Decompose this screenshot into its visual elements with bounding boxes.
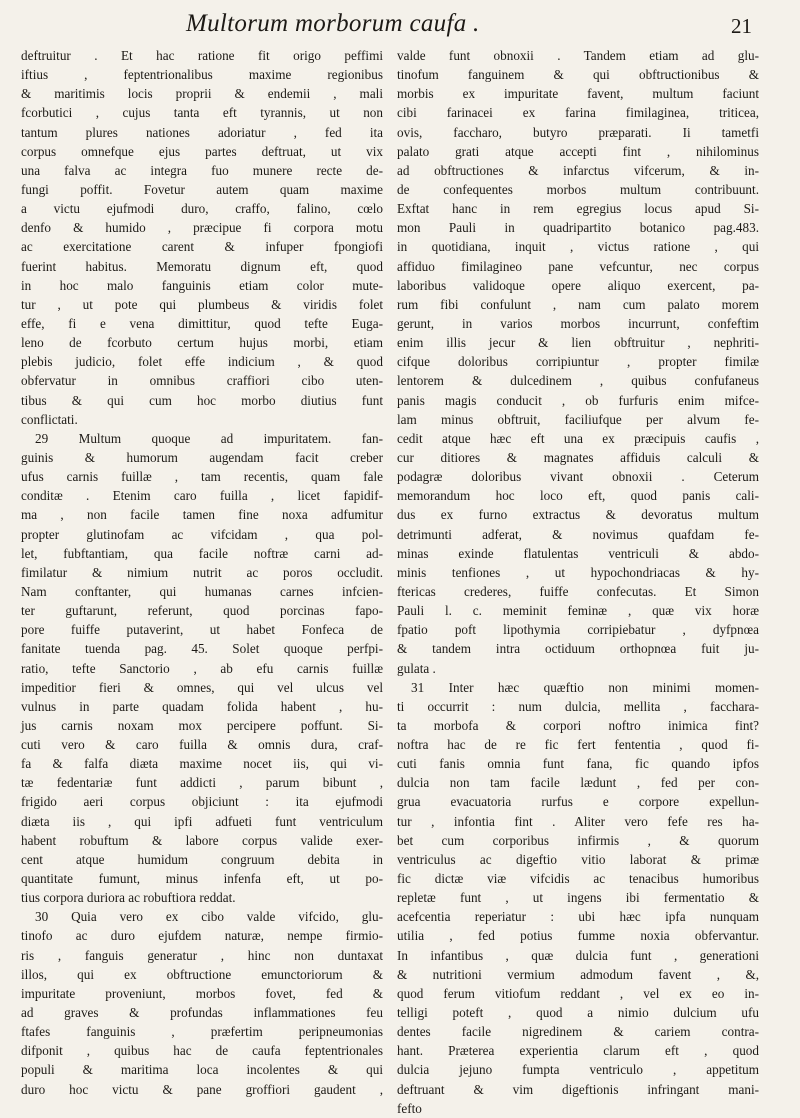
text-line: fic dictæ viæ vifcidis ac tenacibus humoribus [397,871,759,887]
text-line: ac exercitatione carent & infuper fpongiofi [21,239,383,255]
text-line: ftafes fanguinis , præfertim peripneumonias [21,1024,383,1040]
text-line: noftra hac de re fic fert fententia , quod fi- [397,737,759,753]
text-line: panis magis conducit , ob furfuris enim mifce- [397,392,759,408]
text-line: In infantibus , quæ dulcia funt , generationi [397,947,759,963]
text-line: leno de fcorbuto certum hujus morbi, etiam [21,335,383,351]
text-line: quantitate fumunt, minus infenfa eft, ut po- [21,871,383,887]
text-line: habent robuftum & labore corpus valide exer- [21,832,383,848]
left-text-column [21,46,383,1097]
text-line: lam minus obftruit, faciliufque per alvum fe- [397,411,759,427]
text-line: laboribus validoque opere aliquo exercent, pa- [397,277,759,293]
text-line: quod ferum vitiofum reddant , vel ex eo in- [397,985,759,1001]
text-line: ratio, tefte Sanctorio , ab efu carnis fuillæ [21,660,383,676]
text-line: gulata . [397,660,436,676]
text-line: denfo & humido , præcipue fi corpora motu [21,220,383,236]
text-line: ta morbofa & corpori noftro inimica fint? [397,717,759,733]
text-line: Exftat hanc in rem egregius locus apud Si- [397,201,759,217]
text-line: let, fubftantiam, qua facile noftræ carni ad- [21,545,383,561]
text-line: fefto [397,1100,422,1116]
right-text-column [397,46,759,1116]
text-line: valde funt obnoxii . Tandem etiam ad glu- [397,48,759,63]
text-line: grua evacuatoria rurfus e corpore expellun- [397,794,759,810]
text-line: tinofo ac duro ejufdem naturæ, nempe firmio- [21,928,383,944]
text-line: Pauli l. c. meminit feminæ , quæ vix horæ [397,603,759,619]
text-line: dus ex furno extractus & devoratus multum [397,507,759,523]
text-line: enim illis jecur & lien obftruitur , nephriti- [397,335,759,351]
text-line: ftericas crederes, fuiffe confecutas. Et Simon [397,583,759,599]
text-line: effe, fi e vena dimittitur, quod tefte Euga- [21,315,383,331]
text-line: iftius , feptentrionalibus maxime regionibus [21,67,383,83]
text-line: corpus omnefque ejus partes deftruat, ut vix [21,143,383,159]
text-line: utilia , fed potius fumme noxia obfervantur. [397,928,759,944]
text-line: ovis, faccharo, butyro præparati. Ii tametfi [397,124,759,140]
text-line: tibus & qui cum hoc morbo diutius funt [21,392,383,408]
text-line: vulnus in parte quadam folida habent , hu- [21,698,383,714]
text-line: telligi poteft , quod a nimio dulcium ufu [397,1005,759,1021]
text-line: illos, qui ex obftructione emunctoriorum & [21,966,383,982]
text-line: fuerint habitus. Memoratu dignum eft, quod [21,258,383,274]
text-line: in quotidiana, inquit , victus ratione , qui [397,239,759,255]
text-line: jus carnis noxam mox percipere poffunt. Si- [21,717,383,733]
text-line: 30 Quia vero ex cibo valde vifcido, glu- [35,909,383,925]
text-line: dulcia jejuno fumpta ventriculo , appetitum [397,1062,759,1078]
text-line: Nam conftanter, qui humanas carnes infcien- [21,583,383,599]
text-line: tius corpora duriora ac robuftiora reddat. [21,890,236,906]
text-line: plebis judicio, folet effe indicium , & quod [21,354,383,370]
text-line: cuti fanis omnia funt fana, fic quando ipfos [397,756,759,772]
text-line: cent atque humidum congruum debita in [21,851,383,867]
text-line: cuti vero & caro fuilla & omnis dura, craf- [21,737,383,753]
text-line: in hoc malo fanguinis etiam color mute- [21,277,383,293]
text-line: cur ditiores & magnates affiduis calculi & [397,449,759,465]
text-line: fimilatur & nimium nutrit ac poros occludit. [21,564,383,580]
text-line: cifque doloribus corripiuntur , propter fimilæ [397,354,759,370]
text-line: gerunt, in varios morbos incurrunt, confeftim [397,315,759,331]
text-line: 31 Inter hæc quæftio non minimi momen- [411,679,759,695]
text-line: acefcentia reperiatur : ubi hæc ipfa nunquam [397,909,759,925]
text-line: ventriculus ac digeftio vitio laborat & primæ [397,851,759,867]
text-line: rum fibi confulunt , nam cum palato morem [397,296,759,312]
text-line: ufus carnis fuillæ , tam recentis, quam fale [21,469,383,485]
text-line: dulcia non tam facile lædunt , fed per con- [397,775,759,791]
running-title: Multorum morborum caufa . [186,10,480,37]
text-line: frigido aeri corpus objiciunt : ita ejufmodi [21,794,383,810]
page-number: 21 [731,14,752,38]
text-line: pore fuiffe putaverint, ut habet Fonfeca de [21,622,383,638]
text-line: impuritate proveniunt, morbos fovet, fed & [21,985,383,1001]
text-line: affiduo fimilagineo pane vefcuntur, nec corpus [397,258,759,274]
text-line: tæ fedentariæ funt addicti , parum bibunt , [21,775,383,791]
text-line: podagræ doloribus vivant obnoxii . Ceterum [397,469,759,485]
text-line: de confequentes morbos multum contribuunt. [397,181,759,197]
text-line: deftruant & vim digeftionis infringant mani- [397,1081,759,1097]
text-line: conditæ . Etenim caro fuilla , licet fapidif- [21,488,383,504]
text-line: ad obftructiones & infarctus vifcerum, & in- [397,162,759,178]
text-line: difponit , quibus hac de caufa feptentrionales [21,1043,383,1059]
text-line: & nutritioni vermium admodum favent , &, [397,966,759,982]
text-line: mon Pauli in quadripartito botanico pag.483. [397,220,759,236]
text-line: 29 Multum quoque ad impuritatem. fan- [35,430,383,446]
text-line: hant. Præterea experientia clarum eft , quod [397,1043,759,1059]
text-line: tur , ut pote qui plumbeus & viridis folet [21,296,383,312]
text-line: & maritimis locis proprii & endemii , mali [21,86,383,102]
text-line: detrimunti adferat, & novimus quafdam fe- [397,526,759,542]
text-line: fcorbutici , cujus tanta eft tyrannis, ut non [21,105,383,121]
text-line: una falva ac integra fuo munere recte de- [21,162,383,178]
text-line: deftruitur . Et hac ratione fit origo peffimi [21,48,383,63]
text-line: populi & maritima loca incolentes & qui [21,1062,383,1078]
text-line: fanitate tuenda pag. 45. Solet quoque perfpi- [21,641,383,657]
text-line: tantum plures nationes adoriatur , fed ita [21,124,383,140]
text-line: obfervatur in omnibus craffiori cibo uten- [21,373,383,389]
text-line: propter glutinofam ac vifcidam , qua pol- [21,526,383,542]
text-line: a victu ejufmodi duro, craffo, falino, cœlo [21,201,383,217]
text-line: fa & falfa diæta maxime nocet iis, qui vi- [21,756,383,772]
text-line: repletæ funt , ut ingens ibi fermentatio & [397,890,759,906]
text-line: morbis ex impuritate favent, multum faciunt [397,86,759,102]
text-line: palato grati atque accepti fint , nihilominus [397,143,759,159]
text-line: ma , non facile tamen fine noxa adfumitur [21,507,383,523]
text-line: fungi poffit. Fovetur autem quam maxime [21,181,383,197]
text-line: duro hoc victu & pane groffiori gaudent , [21,1081,383,1097]
text-line: ti occurrit : num dulcia, mellita , facchara- [397,698,759,714]
text-line: ris , fanguis generatur , hinc non duntaxat [21,947,383,963]
text-line: ad graves & profundas inflammationes feu [21,1005,383,1021]
text-line: ter guftarunt, referunt, quod porcinas fapo- [21,603,383,619]
text-line: impeditior fieri & omnes, qui vel ulcus vel [21,679,383,695]
text-line: tur , infontia fint . Aliter vero fefe res ha- [397,813,759,829]
text-line: cibi farinacei ex farina fimilaginea, triticea, [397,105,759,121]
text-line: cedit atque hæc eft una ex præcipuis caufis , [397,430,759,446]
text-line: memorandum hoc loco eft, quod panis cali- [397,488,759,504]
text-line: diæta iis , qui ipfi adfueti funt ventriculum [21,813,383,829]
text-line: lentorem & dulcedinem , quibus confufaneus [397,373,759,389]
text-line: guinis & humorum augendam facit creber [21,449,383,465]
text-line: & tandem intra octiduum orthopnœa fuit ju- [397,641,759,657]
text-line: minis tenfiones , ut hypochondriacas & hy- [397,564,759,580]
text-line: bet cum corporibus infirmis , & quorum [397,832,759,848]
text-line: dentes facile nigredinem & cariem contra- [397,1024,759,1040]
text-line: conflictati. [21,411,78,427]
text-line: tinofum fanguinem & qui obftructionibus & [397,67,759,83]
text-line: minas exinde flatulentas ventriculi & abdo- [397,545,759,561]
running-header [0,6,800,40]
text-line: fpatio poft lipothymia corripiebatur , dyfpnœa [397,622,759,638]
